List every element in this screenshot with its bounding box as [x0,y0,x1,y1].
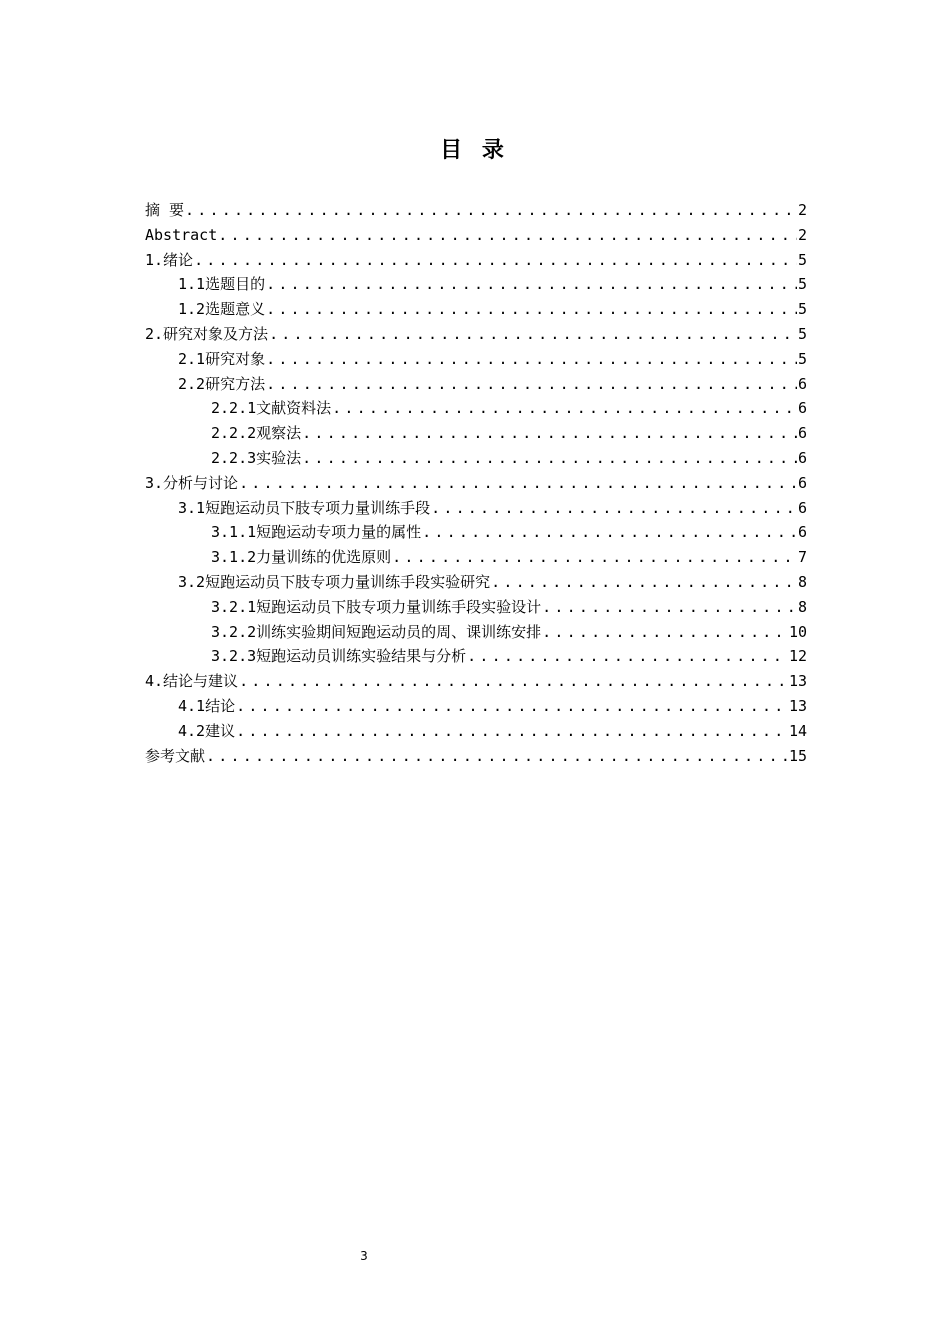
toc-entry-label: 2.1研究对象 [178,349,266,368]
toc-entry-label: 4.1结论 [178,696,236,715]
toc-dot-leader [266,372,797,397]
toc-entry-label: 1.1选题目的 [178,275,266,294]
toc-entry[interactable] [145,471,807,496]
toc-entry-label: 3.2.2训练实验期间短跑运动员的周、课训练安排 [211,622,542,641]
toc-entry[interactable] [145,620,807,645]
toc-dot-leader [266,272,797,297]
toc-entry-label: 3.1.1短跑运动专项力量的属性 [211,523,422,542]
toc-entry-page: 5 [797,300,807,319]
toc-entry-label: 摘 要 [145,201,185,219]
toc-entry-page: 6 [797,424,807,443]
toc-entry[interactable] [145,297,807,322]
toc-entry[interactable] [145,372,807,397]
toc-entry-label: 3.2.3短跑运动员训练实验结果与分析 [211,647,467,666]
toc-dot-leader [239,471,797,496]
toc-entry[interactable] [145,744,807,769]
toc-entry-label: 1.2选题意义 [178,300,266,319]
toc-entry[interactable] [145,446,807,471]
toc-entry-page: 6 [797,498,807,517]
toc-entry[interactable] [145,545,807,570]
toc-entry[interactable] [145,272,807,297]
toc-entry[interactable] [145,198,807,223]
toc-dot-leader [239,669,788,694]
toc-dot-leader [218,223,797,248]
toc-entry-page: 6 [797,448,807,467]
toc-dot-leader [194,248,797,273]
toc-dot-leader [332,396,797,421]
toc-entry-label: 2.2.3实验法 [211,448,302,467]
toc-entry-page: 10 [788,622,807,641]
toc-entry-page: 8 [797,597,807,616]
toc-entry[interactable] [145,644,807,669]
toc-entry-page: 7 [797,548,807,567]
toc-entry[interactable] [145,396,807,421]
toc-dot-leader [266,347,797,372]
toc-dot-leader [236,694,788,719]
toc-entry-page: 2 [797,225,807,244]
page-title: 目 录 [440,138,510,163]
table-of-contents [145,198,807,768]
toc-entry-label: 4.结论与建议 [145,672,239,691]
toc-entry[interactable] [145,347,807,372]
toc-dot-leader [542,620,788,645]
toc-dot-leader [269,322,797,347]
toc-entry-label: 2.研究对象及方法 [145,324,269,343]
toc-entry-page: 6 [797,374,807,393]
toc-dot-leader [392,545,797,570]
toc-entry-page: 6 [797,473,807,492]
toc-entry[interactable] [145,719,807,744]
toc-entry[interactable] [145,669,807,694]
toc-dot-leader [467,644,788,669]
toc-dot-leader [206,744,788,769]
toc-entry-label: 2.2.2观察法 [211,424,302,443]
toc-entry[interactable] [145,496,807,521]
toc-entry-page: 5 [797,324,807,343]
toc-dot-leader [491,570,797,595]
toc-entry-page: 6 [797,399,807,418]
toc-entry[interactable] [145,248,807,273]
page-number: 3 [360,1249,368,1263]
toc-entry-label: 4.2建议 [178,721,236,740]
toc-entry-label: 参考文献 [145,746,206,765]
toc-entry[interactable] [145,694,807,719]
toc-dot-leader [422,520,797,545]
toc-dot-leader [185,198,797,223]
toc-entry-page: 12 [788,647,807,666]
toc-entry-page: 5 [797,349,807,368]
toc-dot-leader [302,446,797,471]
toc-entry-page: 13 [788,672,807,691]
toc-entry-label: 3.1短跑运动员下肢专项力量训练手段 [178,498,431,517]
toc-entry-label: 3.1.2力量训练的优选原则 [211,548,392,567]
toc-entry-page: 13 [788,696,807,715]
toc-entry-label: 3.2短跑运动员下肢专项力量训练手段实验研究 [178,572,491,591]
toc-entry[interactable] [145,570,807,595]
toc-dot-leader [431,496,797,521]
toc-entry[interactable] [145,322,807,347]
toc-dot-leader [236,719,788,744]
toc-entry-page: 15 [788,746,807,765]
toc-entry-page: 5 [797,250,807,269]
toc-entry[interactable] [145,421,807,446]
toc-entry[interactable] [145,223,807,248]
toc-entry-page: 14 [788,721,807,740]
toc-entry-label: 2.2研究方法 [178,374,266,393]
toc-entry[interactable] [145,595,807,620]
toc-entry-page: 6 [797,523,807,542]
toc-entry[interactable] [145,520,807,545]
toc-entry-page: 5 [797,275,807,294]
toc-entry-page: 2 [797,201,807,219]
toc-dot-leader [302,421,797,446]
toc-entry-label: 2.2.1文献资料法 [211,399,332,418]
toc-entry-label: 3.分析与讨论 [145,473,239,492]
toc-entry-label: 3.2.1短跑运动员下肢专项力量训练手段实验设计 [211,597,542,616]
toc-entry-label: 1.绪论 [145,250,194,269]
toc-entry-label: Abstract [145,225,218,244]
toc-entry-page: 8 [797,572,807,591]
toc-dot-leader [266,297,797,322]
toc-dot-leader [542,595,797,620]
